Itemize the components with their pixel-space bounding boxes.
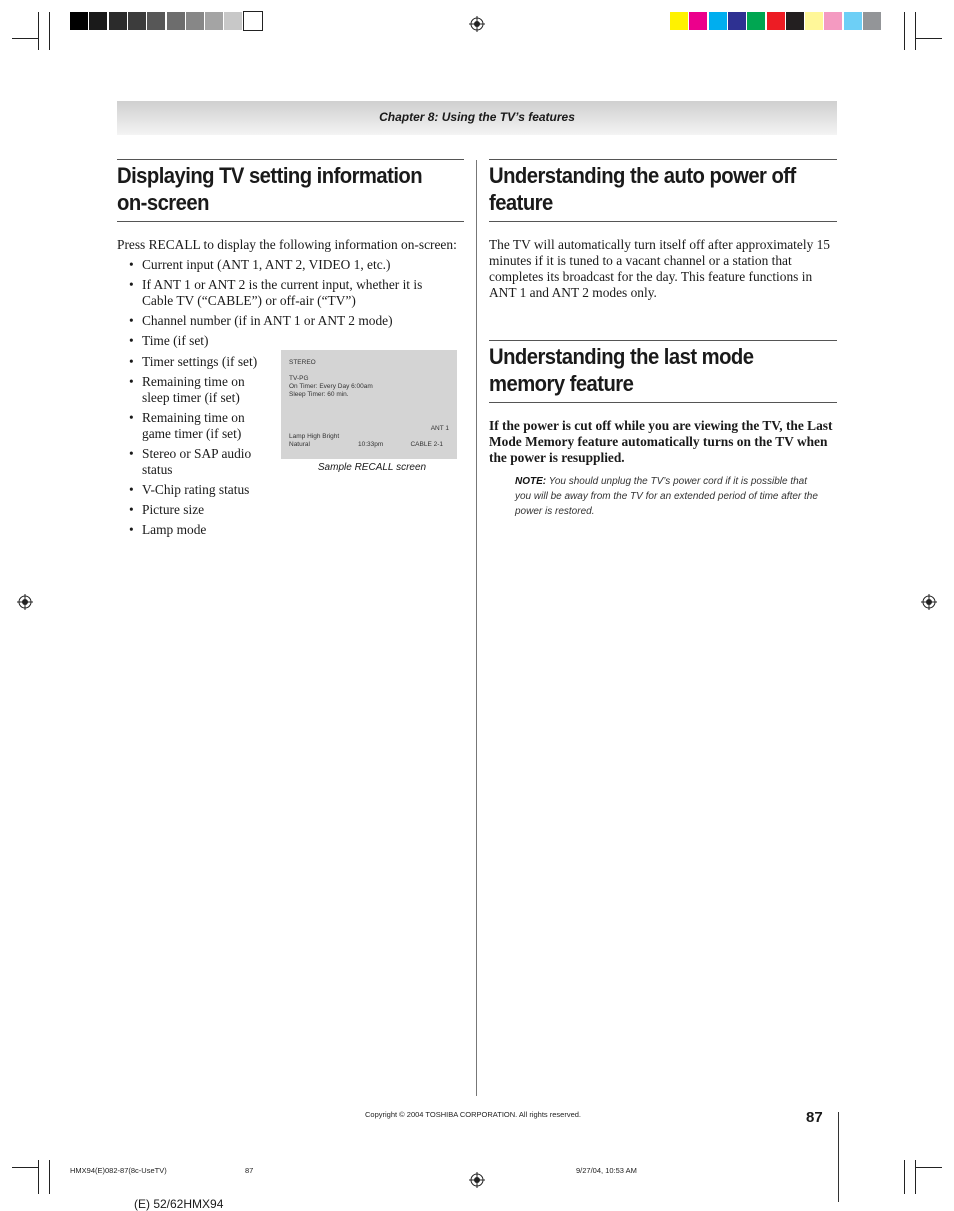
color-swatch <box>128 12 146 30</box>
list-item: • Timer settings (if set) <box>117 354 264 370</box>
color-swatch <box>670 12 688 30</box>
registration-mark-icon <box>469 1172 485 1188</box>
color-swatch <box>728 12 746 30</box>
copyright: Copyright © 2004 TOSHIBA CORPORATION. All rights reserved. <box>365 1110 582 1119</box>
title-line: on-screen <box>117 190 209 215</box>
list-item: • Stereo or SAP audio status <box>117 446 264 478</box>
recall-intro: Press RECALL to display the following information on-screen: <box>117 237 457 252</box>
power-note <box>515 474 825 519</box>
color-swatch <box>844 12 862 30</box>
color-swatch <box>805 12 823 30</box>
note-text: You should unplug the TV’s power cord if it is possible that you will be away from the TV for an extended period of time after the power is restored. <box>515 476 818 517</box>
screen-audio: STEREO <box>289 359 316 366</box>
list-item: • Current input (ANT 1, ANT 2, VIDEO 1, etc.) <box>117 257 447 273</box>
section-title-last-mode-memory <box>489 343 753 397</box>
color-swatch <box>244 12 262 30</box>
color-swatch <box>109 12 127 30</box>
screen-rating: TV-PG <box>289 375 309 382</box>
title-line: memory feature <box>489 371 634 396</box>
screen-time: 10:33pm <box>358 441 384 448</box>
list-item: • Picture size <box>117 502 264 518</box>
screen-channel: CABLE 2-1 <box>410 441 443 448</box>
list-item: • Lamp mode <box>117 522 264 538</box>
section-rule <box>489 221 837 222</box>
color-swatch <box>824 12 842 30</box>
section-title-auto-power-off <box>489 162 796 216</box>
color-swatch <box>786 12 804 30</box>
last-mode-memory-text: If the power is cut off while you are viewing the TV, the Last Mode Memory feature automatically turns on the TV when the power is resupplied. <box>489 418 833 465</box>
screen-sleep-timer: Sleep Timer: 60 min. <box>289 391 349 398</box>
list-item: • Channel number (if in ANT 1 or ANT 2 mode) <box>117 313 447 329</box>
list-item: • Time (if set) <box>117 333 447 349</box>
file-name: HMX94(E)082-87(8c-UseTV) <box>70 1166 167 1175</box>
color-swatch <box>205 12 223 30</box>
sample-recall-screen <box>281 350 457 459</box>
screen-lamp: Lamp High Bright <box>289 433 340 440</box>
page-number: 87 <box>806 1109 823 1126</box>
section-rule <box>489 402 837 403</box>
color-swatch <box>689 12 707 30</box>
title-line: Displaying TV setting information <box>117 163 423 188</box>
model-code: (E) 52/62HMX94 <box>134 1197 224 1211</box>
title-line: feature <box>489 190 553 215</box>
color-swatch <box>863 12 881 30</box>
color-swatch <box>186 12 204 30</box>
color-swatch <box>767 12 785 30</box>
note-label: NOTE: <box>515 476 547 487</box>
registration-mark-icon <box>469 16 485 32</box>
screen-caption: Sample RECALL screen <box>317 462 427 473</box>
section-rule <box>117 221 464 222</box>
list-item: • V-Chip rating status <box>117 482 264 498</box>
list-item: • Remaining time on sleep timer (if set) <box>117 374 264 406</box>
title-line: Understanding the auto power off <box>489 163 796 188</box>
recall-info-list-continued <box>117 354 264 542</box>
auto-power-off-text: The TV will automatically turn itself off after approximately 15 minutes if it is tuned to a vacant channel or a station that completes its broadcast for the day. This feature functions in ANT 1 and ANT 2 modes only. <box>489 237 830 300</box>
color-swatch <box>709 12 727 30</box>
list-item: • Remaining time on game timer (if set) <box>117 410 264 442</box>
title-line: Understanding the last mode <box>489 344 754 369</box>
recall-info-list <box>117 257 447 353</box>
section-rule <box>117 159 464 160</box>
color-swatch <box>70 12 88 30</box>
print-datetime: 9/27/04, 10:53 AM <box>576 1166 637 1175</box>
section-rule <box>489 340 837 341</box>
registration-mark-icon <box>17 594 33 610</box>
color-swatch <box>224 12 242 30</box>
file-page-ref: 87 <box>245 1166 254 1175</box>
list-item: • If ANT 1 or ANT 2 is the current input, whether it is Cable TV (“CABLE”) or off-air (“TV”) <box>117 277 447 309</box>
screen-input: ANT 1 <box>430 425 449 432</box>
column-divider <box>476 160 477 1096</box>
color-swatch <box>167 12 185 30</box>
section-rule <box>489 159 837 160</box>
color-swatch <box>89 12 107 30</box>
registration-mark-icon <box>921 594 937 610</box>
chapter-header: Chapter 8: Using the TV’s features <box>379 110 575 124</box>
page-number-rule <box>838 1112 839 1202</box>
section-title-displaying-info <box>117 162 422 216</box>
screen-picture: Natural <box>289 441 310 448</box>
color-swatch <box>147 12 165 30</box>
color-swatch <box>747 12 765 30</box>
screen-on-timer: On Timer: Every Day 6:00am <box>289 383 373 390</box>
